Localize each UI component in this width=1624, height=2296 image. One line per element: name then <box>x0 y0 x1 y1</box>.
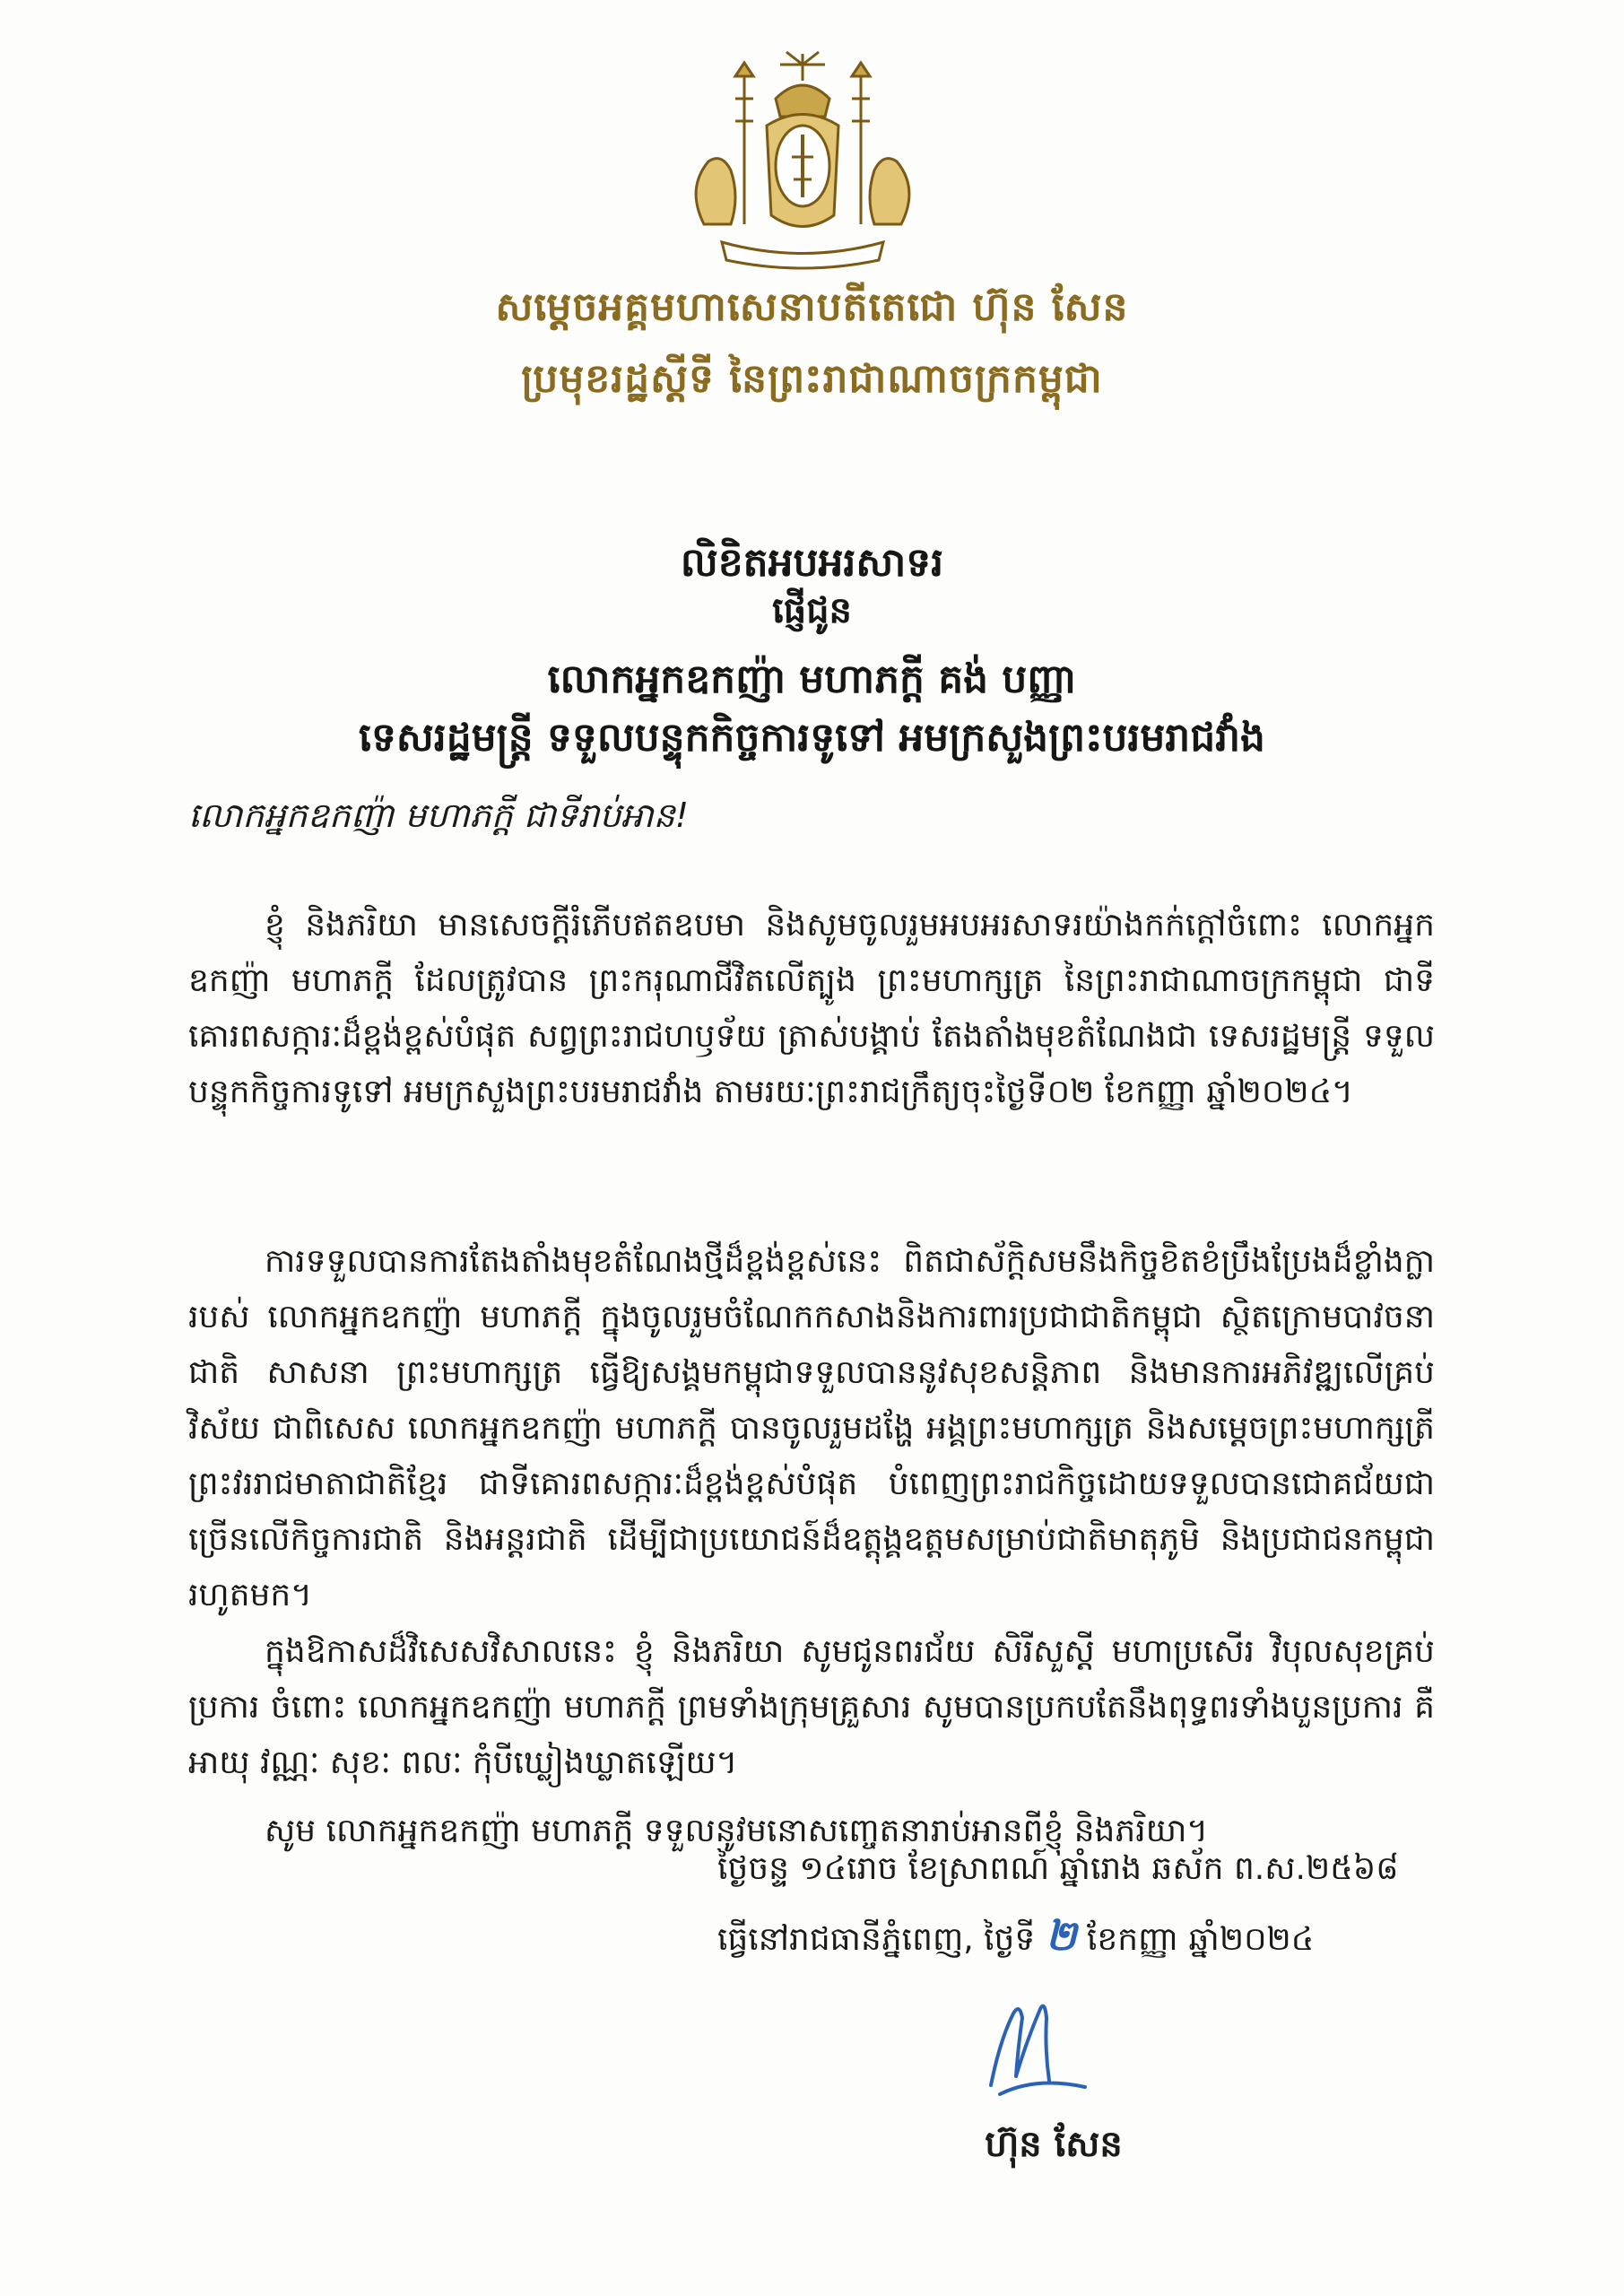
body-paragraph: សូម លោកអ្នកឧកញ៉ា មហាភក្ដី ទទួលនូវមនោសញ្ចេតនារាប់អានពីខ្ញុំ និងភរិយា។ <box>265 1813 1209 1849</box>
letter-sent-to: ផ្ញើជូន <box>772 590 852 631</box>
handwritten-day: ២ <box>1045 1911 1077 1960</box>
body-paragraph: ខ្ញុំ និងភរិយា មានសេចក្ដីរំភើបឥតឧបមា និងសូមចូលរួមអបអរសាទរយ៉ាងកក់ក្ដៅចំពោះ លោកអ្នកឧកញ៉ា មហាភក្ដី ដែលត្រូវបាន ព្រះករុណាជីវិតលើត្បូង ព្រះមហាក្សត្រ នៃព្រះរាជាណាចក្រកម្ពុជា ជាទីគោរពសក្ការៈដ៏ខ្ពង់ខ្ពស់បំផុត សព្វព្រះរាជហឫទ័យ ត្រាស់បង្គាប់ តែងតាំងមុខតំណែងជា ទេសរដ្ឋមន្ត្រី ទទួលបន្ទុកកិច្ចការទូទៅ អមក្រសួងព្រះបរមរាជវាំង តាមរយៈព្រះរាជក្រឹត្យចុះថ្ងៃទី០២ ខែកញ្ញា ឆ្នាំ២០២៤។ <box>188 907 1435 1110</box>
salutation: លោកអ្នកឧកញ៉ា មហាភក្ដី ជាទីរាប់អាន! <box>188 796 689 835</box>
place-and-date <box>717 1910 1435 1970</box>
recipient-name: លោកអ្នកឧកញ៉ា មហាភក្ដី គង់ បញ្ញា <box>547 657 1077 702</box>
signature-icon <box>973 1987 1099 2103</box>
royal-arms-emblem-icon <box>668 45 937 278</box>
month-year: ខែកញ្ញា ឆ្នាំ២០២៤ <box>1086 1921 1315 1958</box>
header-title: សម្តេចអគ្គមហាសេនាបតីតេជោ ហ៊ុន សែន <box>495 284 1129 330</box>
recipient-position: ទេសរដ្ឋមន្ត្រី ទទួលបន្ទុកកិច្ចការទូទៅ អមក្រសួងព្រះបរមរាជវាំង <box>359 715 1265 761</box>
signer-name: ហ៊ុន សែន <box>985 2124 1123 2165</box>
body-paragraph: ការទទួលបានការតែងតាំងមុខតំណែងថ្មីដ៏ខ្ពង់ខ្ពស់នេះ ពិតជាស័ក្ដិសមនឹងកិច្ចខិតខំប្រឹងប្រែងដ៏ខ្លាំងក្លារបស់ លោកអ្នកឧកញ៉ា មហាភក្ដី ក្នុងចូលរួមចំណែកកសាងនិងការពារប្រជាជាតិកម្ពុជា ស្ថិតក្រោមបាវចនា ជាតិ សាសនា ព្រះមហាក្សត្រ ធ្វើឱ្យសង្គមកម្ពុជាទទួលបាននូវសុខសន្តិភាព និងមានការអភិវឌ្ឍលើគ្រប់វិស័យ ជាពិសេស លោកអ្នកឧកញ៉ា មហាភក្ដី បានចូលរួមដង្ហែ អង្គព្រះមហាក្សត្រ និងសម្ដេចព្រះមហាក្សត្រី ព្រះវររាជមាតាជាតិខ្មែរ ជាទីគោរពសក្ការៈដ៏ខ្ពង់ខ្ពស់បំផុត បំពេញព្រះរាជកិច្ចដោយទទួលបានជោគជ័យជាច្រើនលើកិច្ចការជាតិ និងអន្តរជាតិ ដើម្បីជាប្រយោជន៍ដ៏ឧត្តុង្គឧត្តមសម្រាប់ជាតិមាតុភូមិ និងប្រជាជនកម្ពុជារហូតមក។ <box>188 1243 1435 1613</box>
header-subtitle: ប្រមុខរដ្ឋស្តីទី នៃព្រះរាជាណាចក្រកម្ពុជា <box>521 356 1103 402</box>
place-prefix: ធ្វើនៅរាជធានីភ្នំពេញ, ថ្ងៃទី <box>717 1921 1036 1958</box>
body-paragraph: ក្នុងឱកាសដ៏វិសេសវិសាលនេះ ខ្ញុំ និងភរិយា សូមជូនពរជ័យ សិរីសួស្ដី មហាប្រសើរ វិបុលសុខគ្រប់ប្រការ ចំពោះ លោកអ្នកឧកញ៉ា មហាភក្ដី ព្រមទាំងក្រុមគ្រួសារ សូមបានប្រកបតែនឹងពុទ្ធពរទាំងបួនប្រការ គឺ អាយុ វណ្ណៈ សុខៈ ពលៈ កុំបីឃ្លៀងឃ្លាតឡើយ។ <box>188 1633 1435 1781</box>
letter-title: លិខិតអបអរសាទរ <box>680 540 944 586</box>
lunar-date: ថ្ងៃចន្ទ ១៤រោច ខែស្រាពណ៍ ឆ្នាំរោង ឆស័ក ព.ស.២៥៦៨ <box>717 1850 1399 1887</box>
